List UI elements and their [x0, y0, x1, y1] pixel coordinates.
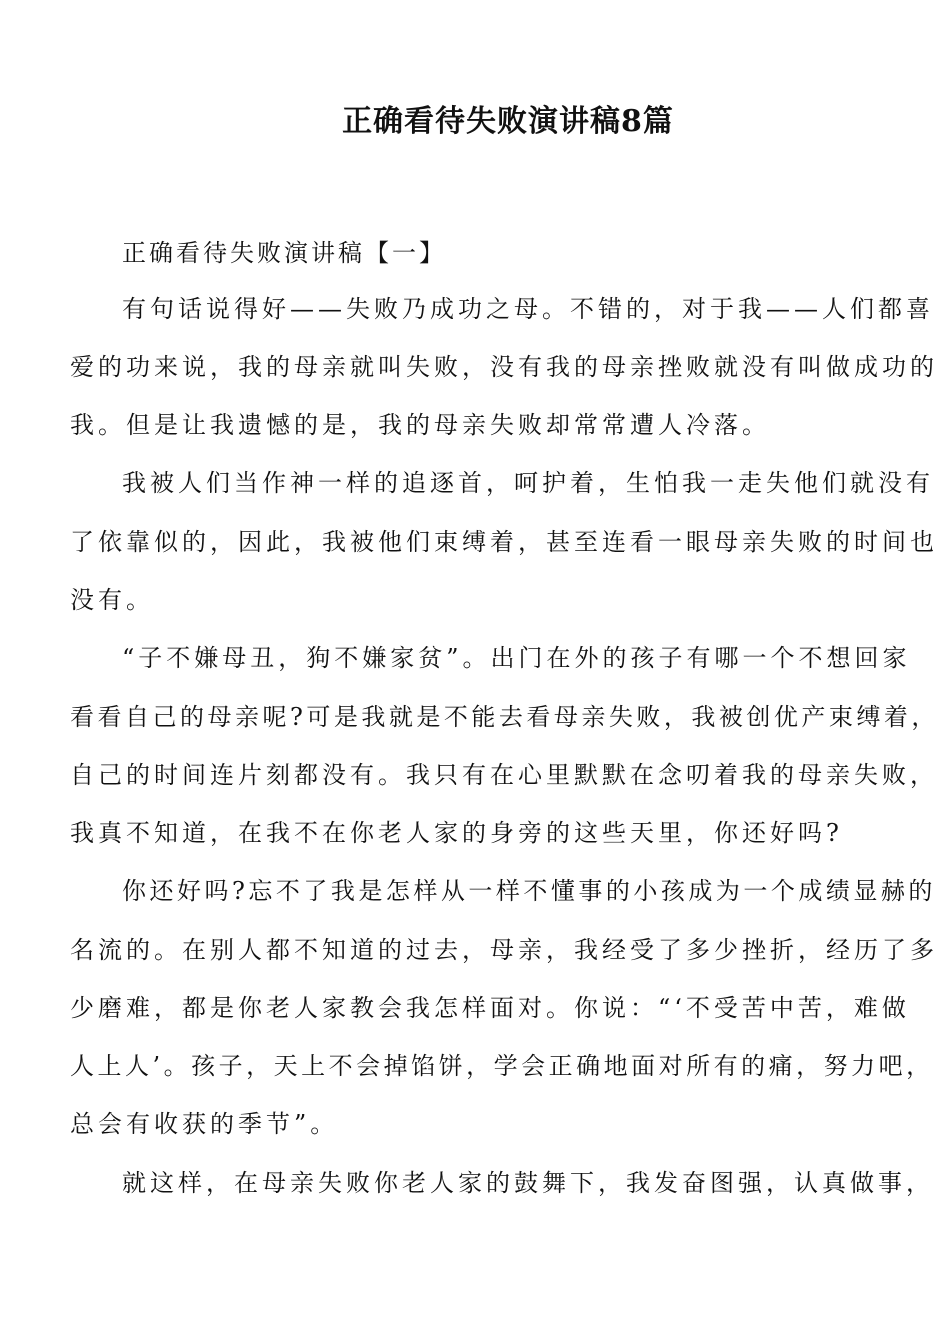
document-title: 正确看待失败演讲稿8篇 — [342, 104, 674, 139]
body-line: 有句话说得好——失败乃成功之母。不错的，对于我——人们都喜 — [122, 295, 934, 323]
body-line: 我。但是让我遗憾的是，我的母亲失败却常常遭人冷落。 — [70, 411, 770, 439]
body-line: 自己的时间连片刻都没有。我只有在心里默默在念叨着我的母亲失败， — [70, 761, 938, 789]
body-line: 看看自己的母亲呢?可是我就是不能去看母亲失败，我被创优产束缚着， — [70, 703, 939, 731]
body-line: “子不嫌母丑，狗不嫌家贫”。出门在外的孩子有哪一个不想回家 — [122, 644, 911, 672]
body-line: 我真不知道，在我不在你老人家的身旁的这些天里，你还好吗? — [70, 819, 843, 847]
body-line: 我被人们当作神一样的追逐首，呵护着，生怕我一走失他们就没有 — [122, 469, 934, 497]
body-line: 人上人’。孩子，天上不会掉馅饼，学会正确地面对所有的痛，努力吧， — [70, 1052, 934, 1080]
body-line: 就这样，在母亲失败你老人家的鼓舞下，我发奋图强，认真做事， — [122, 1169, 934, 1197]
body-line: 爱的功来说，我的母亲就叫失败，没有我的母亲挫败就没有叫做成功的 — [70, 353, 938, 381]
body-line: 少磨难，都是你老人家教会我怎样面对。你说：“‘不受苦中苦，难做 — [70, 994, 910, 1022]
body-line: 没有。 — [70, 586, 154, 614]
body-line: 总会有收获的季节”。 — [70, 1110, 339, 1138]
section-heading: 正确看待失败演讲稿【一】 — [122, 239, 446, 267]
body-line: 了依靠似的，因此，我被他们束缚着，甚至连看一眼母亲失败的时间也 — [70, 528, 938, 556]
body-line: 名流的。在别人都不知道的过去，母亲，我经受了多少挫折，经历了多 — [70, 936, 938, 964]
body-line: 你还好吗?忘不了我是怎样从一样不懂事的小孩成为一个成绩显赫的 — [122, 877, 936, 905]
